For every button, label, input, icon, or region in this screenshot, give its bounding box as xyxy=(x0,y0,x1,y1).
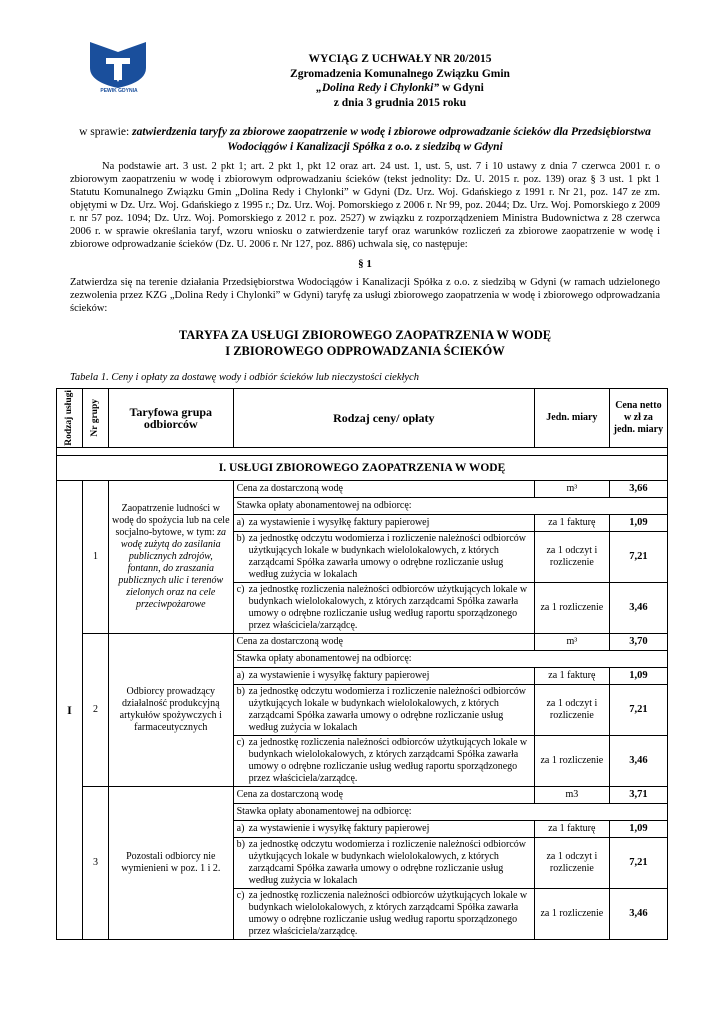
fee-item-a-price: 1,09 xyxy=(609,667,667,684)
fee-label: Stawka opłaty abonamentowej na odbiorcę: xyxy=(233,650,667,667)
tariff-title xyxy=(70,328,660,359)
header-line-4: z dnia 3 grudnia 2015 roku xyxy=(333,96,467,109)
legal-basis-paragraph: Na podstawie art. 3 ust. 2 pkt 1; art. 2 pkt 1, pkt 12 oraz art. 24 ust. 1, ust. 5, ust. 7 i 10 ustawy z dnia 7 czerwca 2001 r. o zbiorowym zaopatrzeniu w wodę i zbiorowym odprowadzaniu ścieków (tekst jednolity: Dz. U. 2015 r. poz. 139) oraz § 3 ust. 1 pkt 1 Statutu Komunalnego Związku Gmin „Dolina Redy i Chylonki” w Gdyni (Dz. Urz. Woj. Gdańskiego z 1991 r. Nr 21, poz. 147 ze zm. objętymi w Dz. Urz. Woj. Gdańskiego z 1995 r.; Dz. Urz. Woj. Pomorskiego z 2006 r. Nr 99, poz. 2044; Dz. Urz. Woj. Pomorskiego z 2009 r. nr 57 poz. 1094; Dz. Urz. Woj. Pomorskiego z 2012 r. poz. 2527) w związku z rozporządzeniem Ministra Budownictwa z 28 czerwca 2006 r. w sprawie określania taryf, wzoru wniosku o zatwierdzenie taryf oraz warunków rozliczeń za zbiorowe zaopatrzenie w wodę i zbiorowe odprowadzanie ścieków (Dz. U. 2006 r. Nr 127, poz. 886) uchwala się, co następuje: xyxy=(70,161,660,250)
fee-item-b: b) za jednostkę odczytu wodomierza i rozliczenie należności odbiorców użytkujących lokale w budynkach wielolokalowych, z których zarządcami Spółka zawarła umowy o odrębne rozliczanie usług według zużycia w lokalach xyxy=(233,837,534,888)
header-rodzaj-uslugi: Rodzaj usługi xyxy=(57,389,83,448)
subject-text: zatwierdzenia taryfy za zbiorowe zaopatrzenie w wodę i zbiorowe odprowadzanie ścieków dla Przedsiębiorstwa Wodociągów i Kanalizacji Spółka z o.o. z siedzibą w Gdyni xyxy=(132,126,651,153)
section-mark: § 1 xyxy=(358,258,372,270)
header-nr-grupy: Nr grupy xyxy=(82,389,108,448)
fee-item-c: c) za jednostkę rozliczenia należności odbiorców użytkujących lokale w budynkach wielolokalowych, z których zarządcami Spółka zawarła umowy o odrębne rozliczanie usług według raportu sporządzonego przez właściciela/zarządcę. xyxy=(233,888,534,939)
group-number: 3 xyxy=(82,786,108,939)
fee-item-c-unit: za 1 rozliczenie xyxy=(534,582,609,633)
table-caption: Tabela 1. Ceny i opłaty za dostawę wody i odbiór ścieków lub nieczystości ciekłych xyxy=(70,372,419,383)
group-number: 2 xyxy=(82,633,108,786)
fee-item-a: a) za wystawienie i wysyłkę faktury papierowej xyxy=(233,667,534,684)
water-price: 3,70 xyxy=(609,633,667,650)
group-description: Odbiorcy prowadzący działalność produkcyjną artykułów spożywczych i farmaceutycznych xyxy=(108,633,233,786)
fee-item-c-price: 3,46 xyxy=(609,735,667,786)
header-association-name: „Dolina Redy i Chylonki” xyxy=(316,82,440,94)
table-row xyxy=(57,633,668,650)
table-row xyxy=(57,786,668,803)
section-title: I. USŁUGI ZBIOROWEGO ZAOPATRZENIA W WODĘ xyxy=(57,455,668,480)
group-description: Zaopatrzenie ludności w wodę do spożycia lub na cele socjalno-bytowe, w tym: za wodę zużytą do zasilania publicznych zdrojów, fontann, do zraszania publicznych ulic i terenów zielonych oraz na cele przeciwpożarowe xyxy=(108,480,233,633)
fee-item-a: a) za wystawienie i wysyłkę faktury papierowej xyxy=(233,514,534,531)
logo-text: PEWIK GDYNIA xyxy=(100,88,138,94)
header-line-1: WYCIĄG Z UCHWAŁY NR 20/2015 xyxy=(308,53,492,65)
fee-item-b: b) za jednostkę odczytu wodomierza i rozliczenie należności odbiorców użytkujących lokale w budynkach wielolokalowych, z których zarządcami Spółka zawarła umowy o odrębne rozliczanie usług według zużycia w lokalach xyxy=(233,531,534,582)
fee-item-a: a) za wystawienie i wysyłkę faktury papierowej xyxy=(233,820,534,837)
fee-item-c: c) za jednostkę rozliczenia należności odbiorców użytkujących lokale w budynkach wielolokalowych, z których zarządcami Spółka zawarła umowy o odrębne rozliczanie usług według raportu sporządzonego przez właściciela/zarządcę. xyxy=(233,582,534,633)
pewik-logo-icon xyxy=(84,38,152,90)
header-line-3 xyxy=(230,81,570,96)
water-price-unit: m³ xyxy=(534,480,609,497)
water-price: 3,71 xyxy=(609,786,667,803)
fee-item-b-unit: za 1 odczyt i rozliczenie xyxy=(534,531,609,582)
fee-item-a-unit: za 1 fakturę xyxy=(534,667,609,684)
fee-label: Stawka opłaty abonamentowej na odbiorcę: xyxy=(233,803,667,820)
fee-item-b-unit: za 1 odczyt i rozliczenie xyxy=(534,684,609,735)
tariff-title-line-1: TARYFA ZA USŁUGI ZBIOROWEGO ZAOPATRZENIA W WODĘ xyxy=(178,328,552,342)
fee-item-c: c) za jednostkę rozliczenia należności odbiorców użytkujących lokale w budynkach wielolokalowych, z których zarządcami Spółka zawarła umowy o odrębne rozliczanie usług według raportu sporządzonego przez właściciela/zarządcę. xyxy=(233,735,534,786)
tariff-table xyxy=(56,388,668,940)
fee-label: Stawka opłaty abonamentowej na odbiorcę: xyxy=(233,497,667,514)
header-city: w Gdyni xyxy=(439,82,484,94)
subject xyxy=(70,125,660,154)
header-rodzaj-ceny: Rodzaj ceny/ opłaty xyxy=(233,389,534,448)
subject-prefix: w sprawie: xyxy=(79,126,130,138)
fee-item-c-price: 3,46 xyxy=(609,582,667,633)
header-jedn-miary: Jedn. miary xyxy=(534,389,609,448)
fee-item-b-unit: za 1 odczyt i rozliczenie xyxy=(534,837,609,888)
group-number: 1 xyxy=(82,480,108,633)
section-title-row xyxy=(57,455,668,480)
table-row xyxy=(57,480,668,497)
table-header-row xyxy=(57,389,668,448)
water-price-label: Cena za dostarczoną wodę xyxy=(233,633,534,650)
fee-item-b: b) za jednostkę odczytu wodomierza i rozliczenie należności odbiorców użytkujących lokale w budynkach wielolokalowych, z których zarządcami Spółka zawarła umowy o odrębne rozliczanie usług według zużycia w lokalach xyxy=(233,684,534,735)
approval-paragraph: Zatwierdza się na terenie działania Przedsiębiorstwa Wodociągów i Kanalizacji Spółka z o.o. z siedzibą w Gdyni (w ramach udzielonego zezwolenia przez KZG „Dolina Redy i Chylonki” w Gdyni) taryfę za usługi zbiorowego zaopatrzenia w wodę i zbiorowego odprowadzania ścieków: xyxy=(70,277,660,314)
fee-item-b-price: 7,21 xyxy=(609,837,667,888)
water-price-unit: m³ xyxy=(534,633,609,650)
fee-item-a-unit: za 1 fakturę xyxy=(534,820,609,837)
table-spacer-row xyxy=(57,447,668,455)
fee-item-c-price: 3,46 xyxy=(609,888,667,939)
group-description: Pozostali odbiorcy nie wymienieni w poz. 1 i 2. xyxy=(108,786,233,939)
fee-item-a-unit: za 1 fakturę xyxy=(534,514,609,531)
fee-item-c-unit: za 1 rozliczenie xyxy=(534,888,609,939)
water-price-label: Cena za dostarczoną wodę xyxy=(233,786,534,803)
document-header xyxy=(230,52,570,110)
water-price: 3,66 xyxy=(609,480,667,497)
tariff-title-line-2: I ZBIOROWEGO ODPROWADZANIA ŚCIEKÓW xyxy=(225,343,505,358)
fee-item-b-price: 7,21 xyxy=(609,684,667,735)
fee-item-b-price: 7,21 xyxy=(609,531,667,582)
header-line-2: Zgromadzenia Komunalnego Związku Gmin xyxy=(290,67,510,80)
water-price-unit: m3 xyxy=(534,786,609,803)
fee-item-a-price: 1,09 xyxy=(609,514,667,531)
service-code: I xyxy=(57,480,83,939)
header-cena-netto: Cena netto w zł za jedn. miary xyxy=(609,389,667,448)
fee-item-a-price: 1,09 xyxy=(609,820,667,837)
water-price-label: Cena za dostarczoną wodę xyxy=(233,480,534,497)
header-grupa-odbiorcow: Taryfowa grupa odbiorców xyxy=(108,389,233,448)
fee-item-c-unit: za 1 rozliczenie xyxy=(534,735,609,786)
